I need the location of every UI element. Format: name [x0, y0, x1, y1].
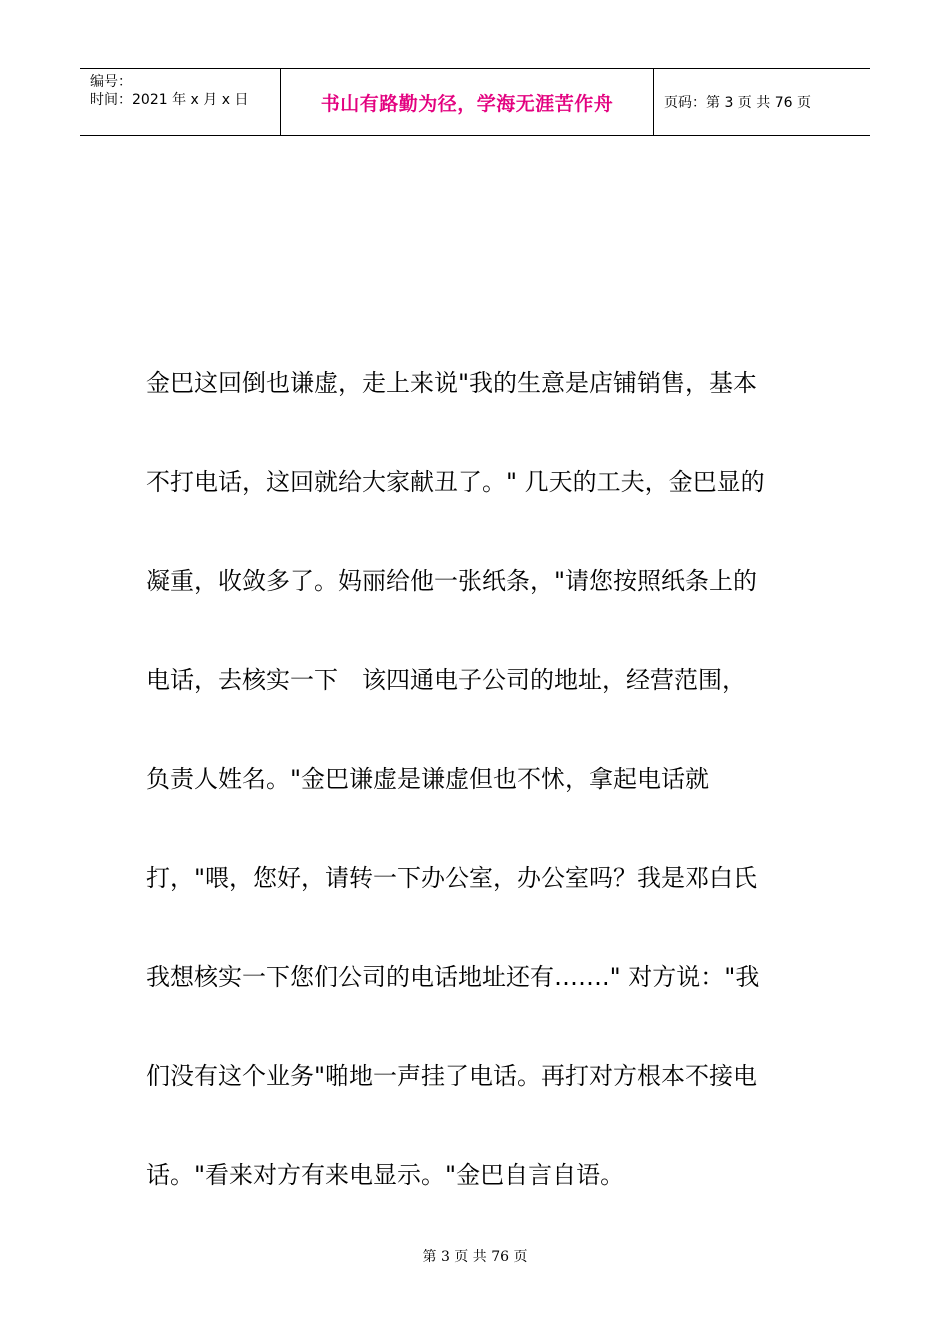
body-line: 话。"看来对方有来电显示。"金巴自言自语。 — [146, 1161, 625, 1189]
header-motto-cell — [281, 69, 654, 135]
header-page-info: 页码：第 3 页 共 76 页 — [664, 95, 811, 111]
body-line: 不打电话，这回就给大家献丑了。" 几天的工夫，金巴显的 — [146, 468, 765, 496]
body-line: 打，"喂，您好，请转一下办公室，办公室吗？我是邓白氏 — [146, 864, 758, 892]
body-line: 们没有这个业务"啪地一声挂了电话。再打对方根本不接电 — [146, 1062, 758, 1090]
body-line: 金巴这回倒也谦虚，走上来说"我的生意是店铺销售，基本 — [146, 369, 758, 397]
body-line: 负责人姓名。"金巴谦虚是谦虚但也不怵，拿起电话就 — [146, 765, 710, 793]
body-text — [146, 355, 816, 1246]
document-number-label: 编号： — [90, 74, 132, 90]
body-line: 我想核实一下您们公司的电话地址还有……." 对方说："我 — [146, 963, 760, 991]
page-footer: 第 3 页 共 76 页 — [422, 1249, 528, 1265]
body-line: 电话，去核实一下 该四通电子公司的地址，经营范围， — [146, 666, 746, 694]
header-page-cell — [654, 69, 870, 135]
document-date-label: 时间：2021 年 x 月 x 日 — [90, 92, 249, 108]
body-line: 凝重，收敛多了。妈丽给他一张纸条，"请您按照纸条上的 — [146, 567, 758, 595]
header-motto: 书山有路勤为径，学海无涯苦作舟 — [320, 92, 614, 115]
document-header — [80, 68, 870, 136]
header-meta-cell — [80, 69, 281, 135]
